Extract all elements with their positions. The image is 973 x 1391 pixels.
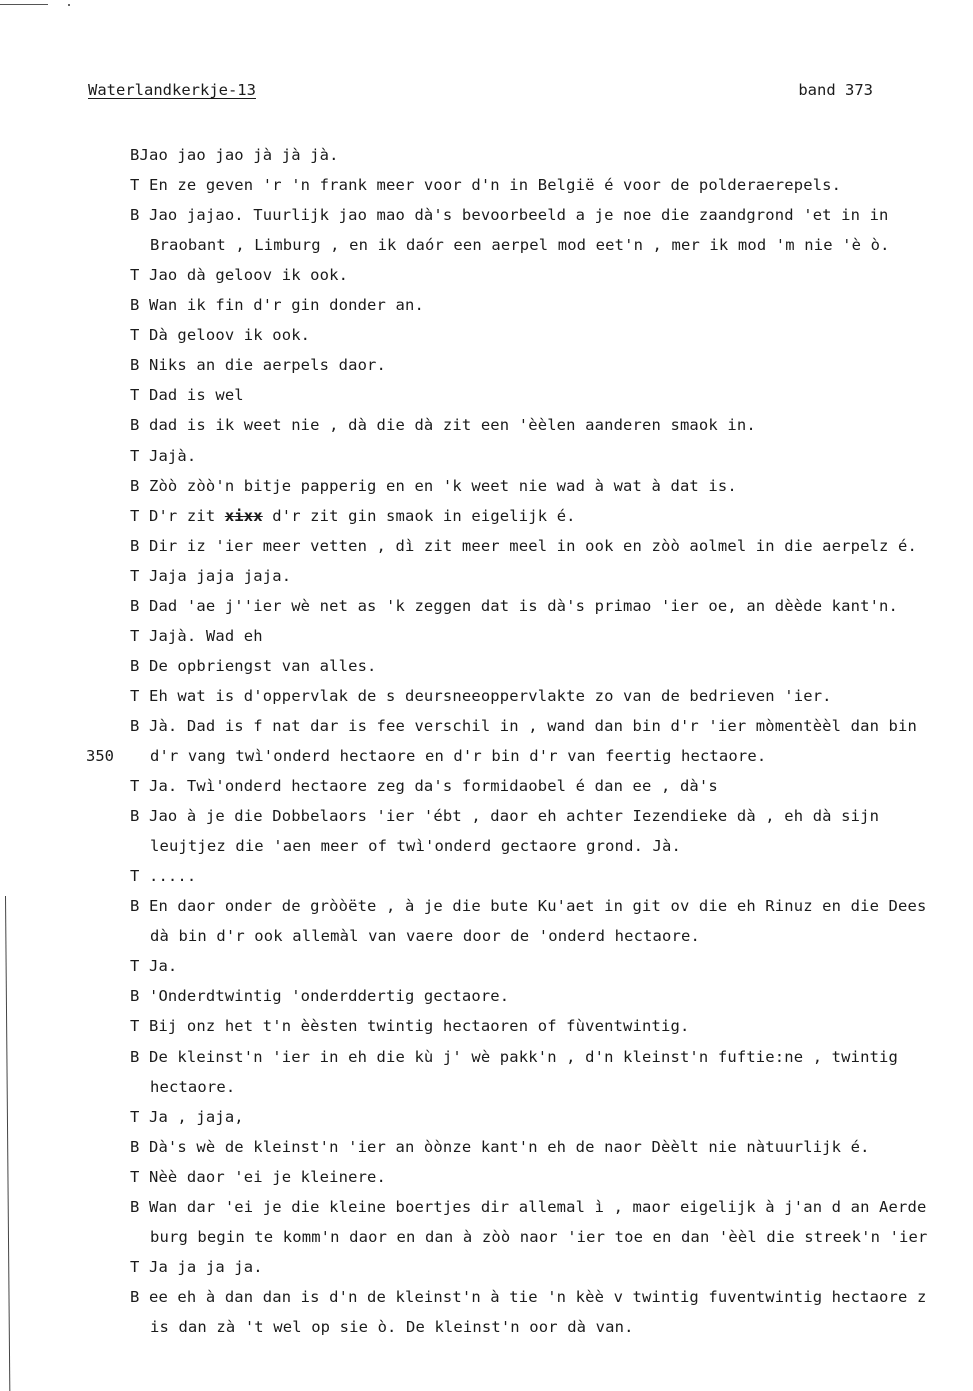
transcript-line: T Eh wat is d'oppervlak de s deursneeoppervlakte zo van de bedrieven 'ier.: [130, 687, 832, 705]
transcript-line: T Bij onz het t'n èèsten twintig hectaoren of fùventwintig.: [130, 1017, 690, 1035]
transcript-line: B 'Onderdtwintig 'onderddertig gectaore.: [130, 987, 510, 1005]
transcript-line: T Jajà. Wad eh: [130, 627, 263, 645]
transcript-continuation-line: d'r vang twì'onderd hectaore en d'r bin d'r van feertig hectaore.: [150, 747, 767, 765]
corner-mark: [0, 4, 48, 5]
transcript-line: T Nèè daor 'ei je kleinere.: [130, 1168, 387, 1186]
transcript-line: B Jao jajao. Tuurlijk jao mao dà's bevoorbeeld a je noe die zaandgrond 'et in in: [130, 206, 889, 224]
transcript-line: B Jao à je die Dobbelaors 'ier 'ébt , daor eh achter Iezendieke dà , eh dà sijn: [130, 807, 880, 825]
transcript-line: B Zòò zòò'n bitje papperig en en 'k weet nie wad à wat à dat is.: [130, 477, 737, 495]
transcript-line: T Ja ja ja ja.: [130, 1258, 263, 1276]
transcript-line: T Ja.: [130, 957, 178, 975]
transcript-line: BJao jao jao jà jà jà.: [130, 146, 339, 164]
band-number: band 373: [798, 81, 873, 99]
transcript-line: T Jaja jaja jaja.: [130, 567, 292, 585]
transcript-line: B ee eh à dan dan is d'n de kleinst'n à tie 'n kèè v twintig fuventwintig hectaore z: [130, 1288, 927, 1306]
transcript-line: T En ze geven 'r 'n frank meer voor d'n in België é voor de polderaerepels.: [130, 176, 842, 194]
transcript-line: B Wan ik fin d'r gin donder an.: [130, 296, 424, 314]
transcript-line: [130, 501, 973, 531]
transcript-line: B Niks an die aerpels daor.: [130, 356, 387, 374]
page-header: [88, 81, 873, 105]
transcript-line: T Ja. Twì'onderd hectaore zeg da's formidaobel é dan ee , dà's: [130, 777, 718, 795]
transcript-continuation-line: burg begin te komm'n daor en dan à zòò naor 'ier toe en dan 'èèl die streek'n 'ier: [150, 1228, 928, 1246]
transcript-line: B Dad 'ae j''ier wè net as 'k zeggen dat is dà's primao 'ier oe, an dèède kant'n.: [130, 597, 899, 615]
transcript-line: B En daor onder de gròòëte , à je die bute Ku'aet in git ov die eh Rinuz en die Dees: [130, 897, 927, 915]
transcript-line: T .....: [130, 867, 197, 885]
transcript-line: B dad is ik weet nie , dà die dà zit een 'èèlen aanderen smaok in.: [130, 416, 756, 434]
transcript-line: B De opbriengst van alles.: [130, 657, 377, 675]
corner-dot: [68, 4, 70, 6]
transcript-line: B Jà. Dad is f nat dar is fee verschil in , wand dan bin d'r 'ier mòmentèèl dan bin: [130, 717, 917, 735]
transcript-line: B Dir iz 'ier meer vetten , dì zit meer meel in ook en zòò aolmel in die aerpelz é.: [130, 537, 917, 555]
margin-line-number: 350: [86, 747, 114, 765]
struck-out-text: xixx: [224, 507, 263, 525]
document-title: Waterlandkerkje-13: [88, 81, 256, 99]
transcript-continuation-line: hectaore.: [150, 1078, 236, 1096]
transcript-line: T Jao dà geloov ik ook.: [130, 266, 349, 284]
line-text: T D'r zit: [130, 507, 225, 525]
transcript-line: T Dà geloov ik ook.: [130, 326, 311, 344]
transcript-line: B De kleinst'n 'ier in eh die kù j' wè pakk'n , d'n kleinst'n fuftie:ne , twintig: [130, 1048, 899, 1066]
line-text: d'r zit gin smaok in eigelijk é.: [262, 507, 576, 525]
transcript-continuation-line: is dan zà 't wel op sie ò. De kleinst'n oor dà van.: [150, 1318, 634, 1336]
transcript-body: [0, 140, 973, 1360]
transcript-continuation-line: dà bin d'r ook allemàl van vaere door de 'onderd hectaore.: [150, 927, 700, 945]
transcript-continuation-line: Braobant , Limburg , en ik daór een aerpel mod eet'n , mer ik mod 'm nie 'è ò.: [150, 236, 890, 254]
transcript-line: T Dad is wel: [130, 386, 244, 404]
transcript-line: T Ja , jaja,: [130, 1108, 244, 1126]
transcript-line: T Jajà.: [130, 447, 197, 465]
transcript-line: B Dà's wè de kleinst'n 'ier an òònze kant'n eh de naor Dèèlt nie nàtuurlijk é.: [130, 1138, 870, 1156]
transcript-line: B Wan dar 'ei je die kleine boertjes dir allemal ì , maor eigelijk à j'an d an Aerde: [130, 1198, 927, 1216]
transcript-continuation-line: leujtjez die 'aen meer of twì'onderd gectaore grond. Jà.: [150, 837, 681, 855]
